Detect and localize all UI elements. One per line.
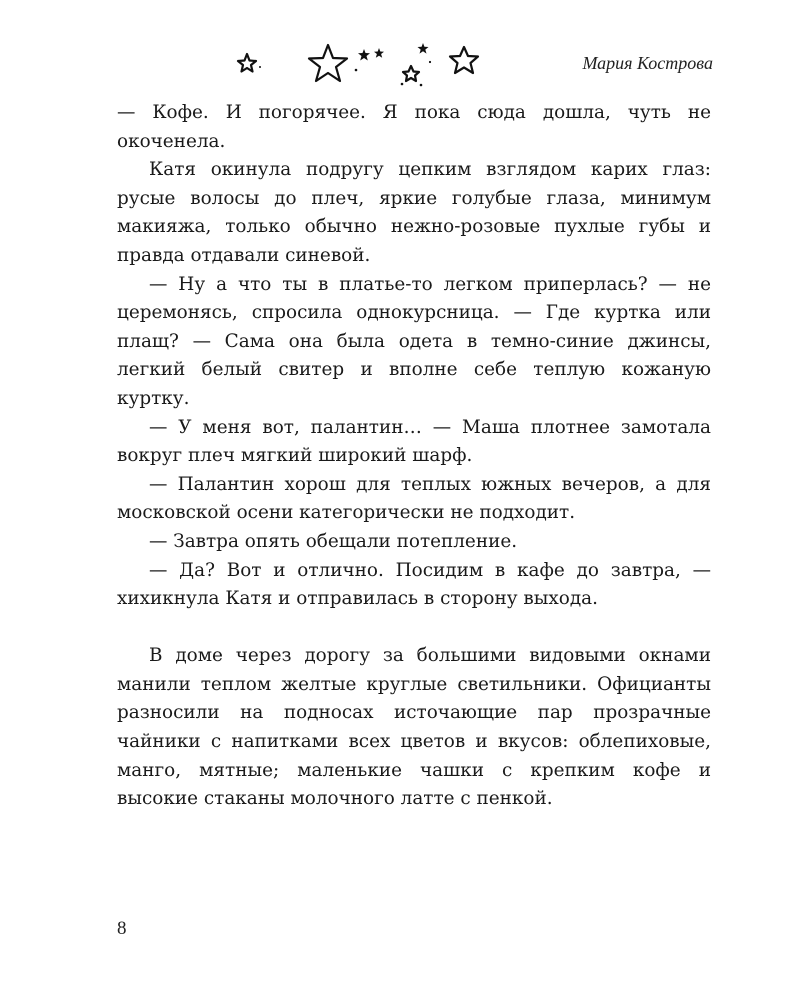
dot-icon xyxy=(259,66,261,68)
dot-icon xyxy=(420,84,423,87)
dot-icon xyxy=(401,83,404,86)
paragraph: — Ну а что ты в платье-то легком приперлась? — не церемонясь, спросила однокурсница. — Где куртка или плащ? — Сама она была одета в темно-синие джинсы, легкий белый свитер и вполне себе теплую кожаную куртку. xyxy=(117,273,711,409)
paragraph: Катя окинула подругу цепким взглядом карих глаз: русые волосы до плеч, яркие голубые глаза, минимум макияжа, только обычно нежно-розовые пухлые губы и правда отдавали синевой. xyxy=(117,159,711,266)
paragraph: — Палантин хорош для теплых южных вечеров, а для московской осени категорически не подходит. xyxy=(117,473,711,524)
star-icon xyxy=(450,47,478,73)
star-icon xyxy=(309,45,347,81)
small-star-icon xyxy=(374,48,384,58)
paragraph: — Завтра опять обещали потепление. xyxy=(149,530,518,552)
author-name: Мария Кострова xyxy=(582,53,713,73)
star-icon xyxy=(403,66,419,81)
paragraph: — У меня вот, палантин… — Маша плотнее замотала вокруг плеч мягкий широкий шарф. xyxy=(117,416,711,467)
small-star-icon xyxy=(358,49,370,61)
paragraph: — Кофе. И погорячее. Я пока сюда дошла, чуть не окоченела. xyxy=(117,102,711,152)
page-body xyxy=(117,99,711,814)
stars-ornament-icon xyxy=(225,40,490,90)
star-icon xyxy=(238,54,256,72)
section-break xyxy=(117,614,711,643)
paragraph: — Да? Вот и отлично. Посидим в кафе до завтра, — хихикнула Катя и отправилась в сторону выхода. xyxy=(117,559,711,610)
page-number: 8 xyxy=(117,918,127,939)
paragraph: В доме через дорогу за большими видовыми окнами манили теплом желтые круглые светильники. Официанты разносили на подносах источающие пар прозрачные чайники с напитками всех цветов и вкусов: облепиховые, манго, мятные; маленькие чашки с крепким кофе и высокие стаканы молочного латте с пенкой. xyxy=(117,645,711,810)
dot-icon xyxy=(429,61,431,63)
dot-icon xyxy=(355,69,358,72)
small-star-icon xyxy=(418,43,429,54)
